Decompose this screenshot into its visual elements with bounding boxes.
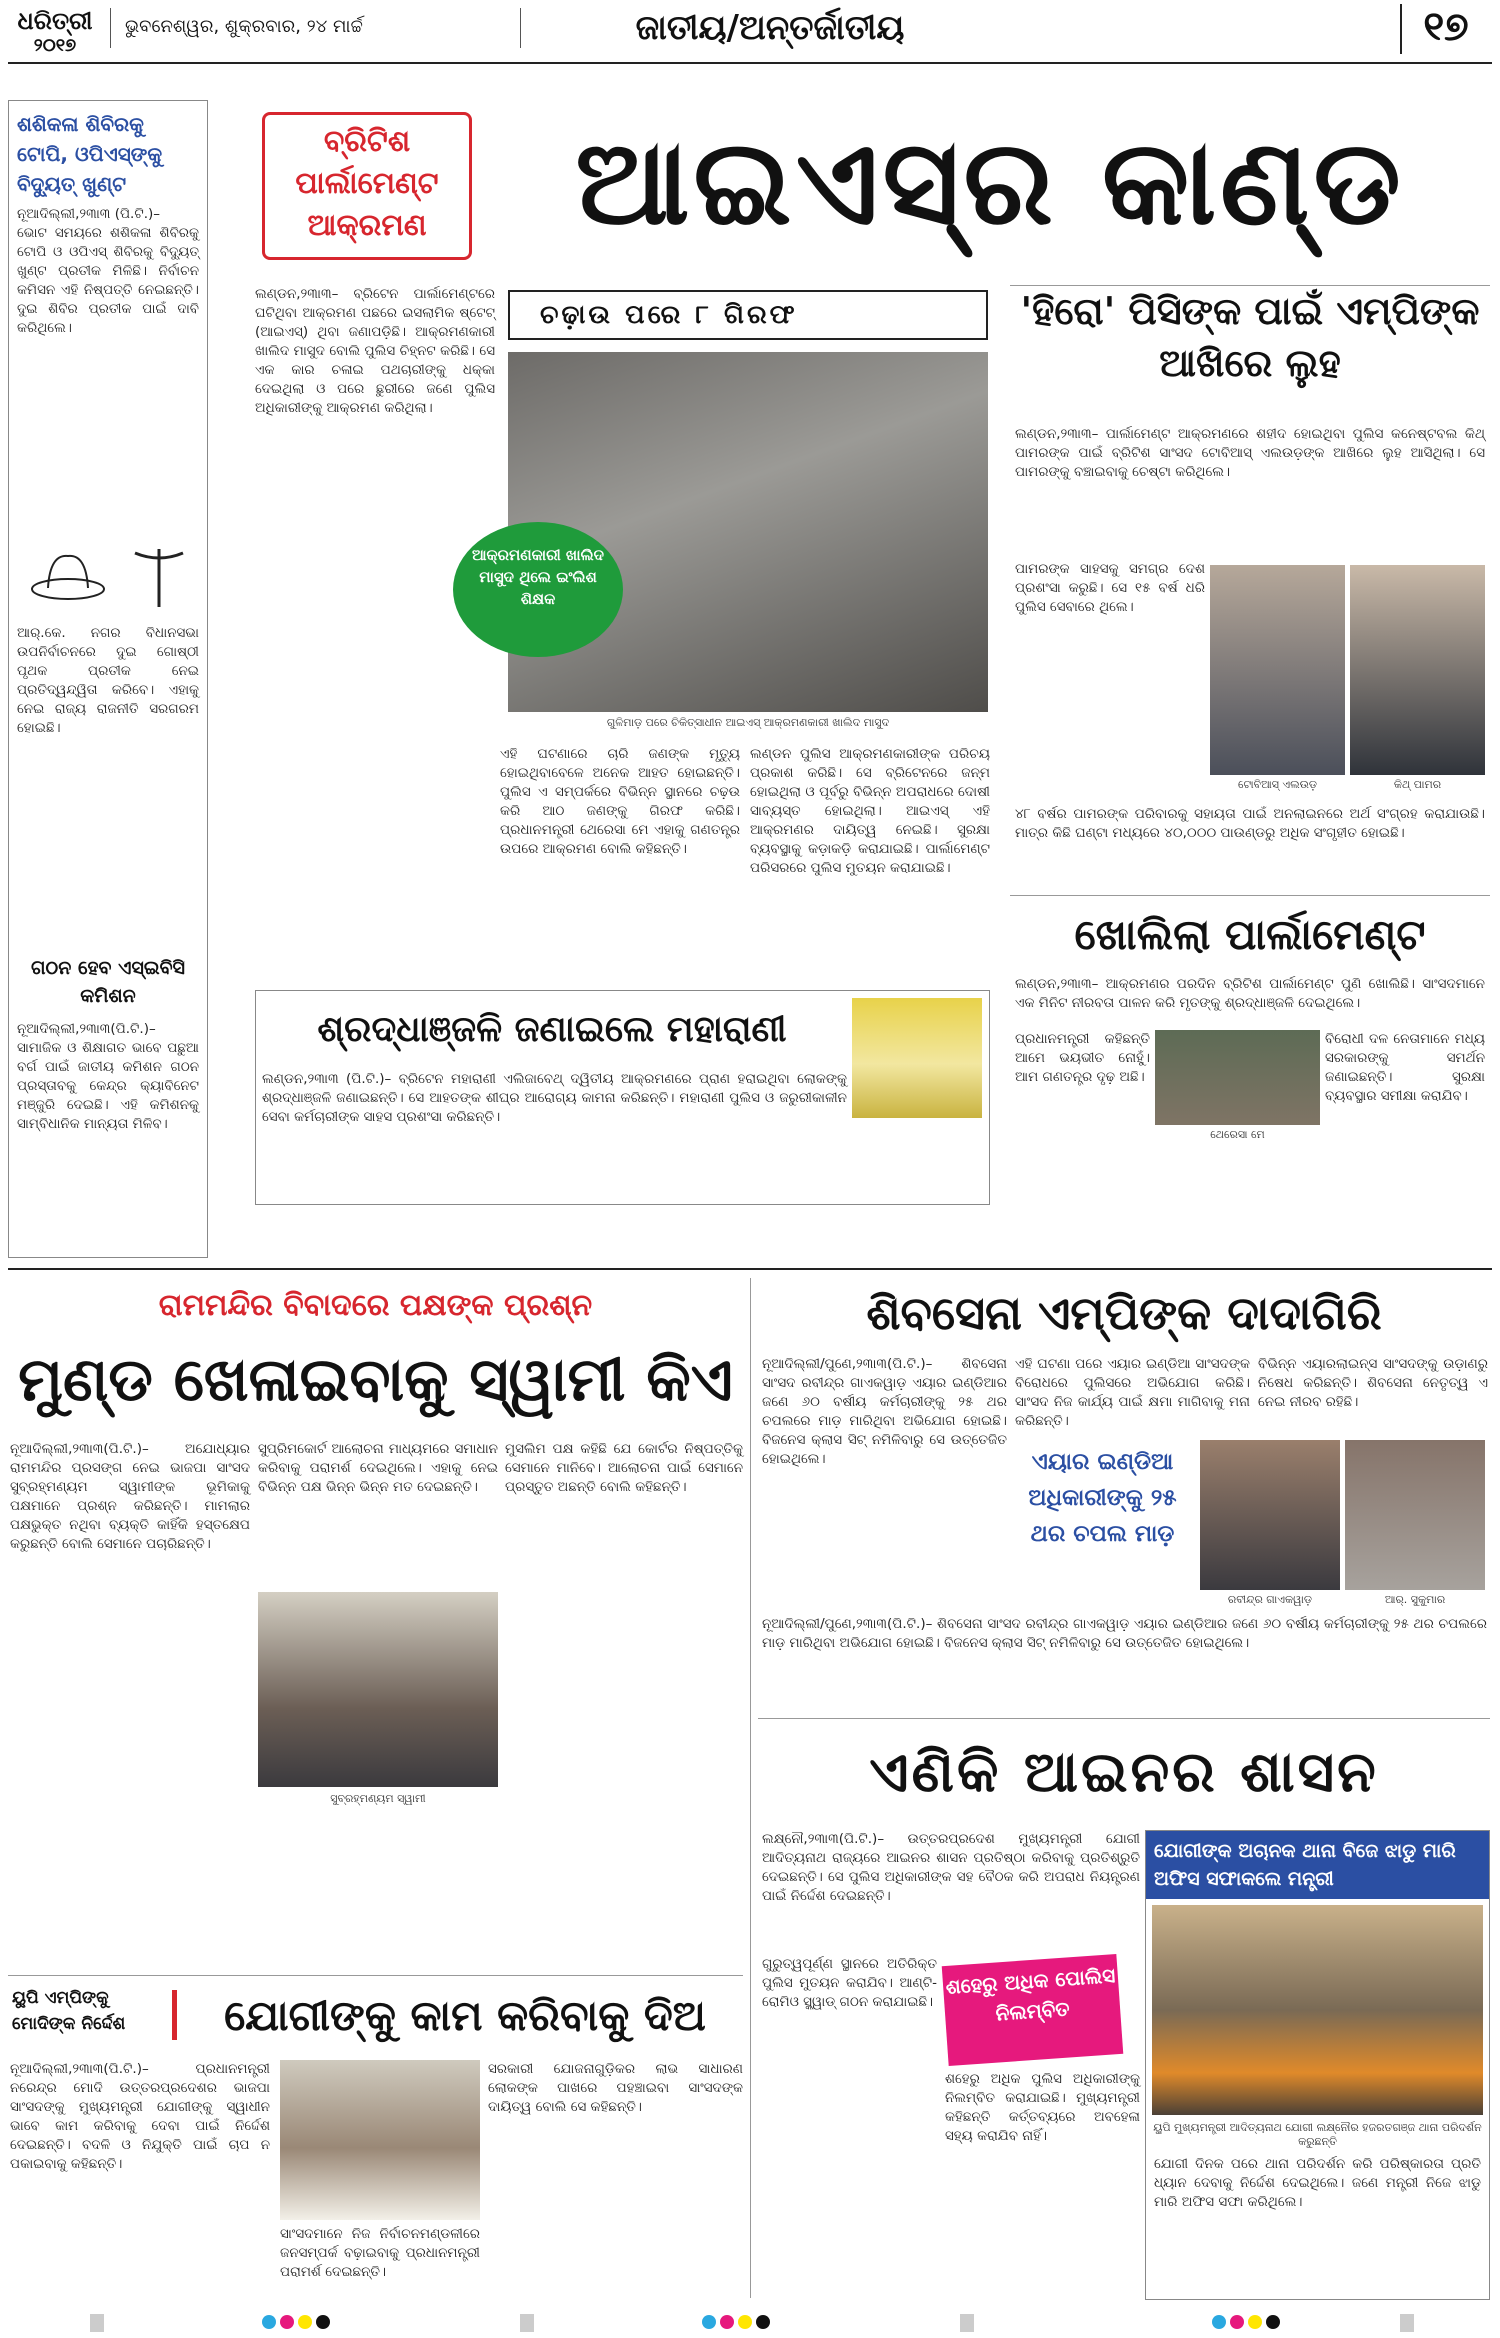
rule-of-law-body-1: ଲକ୍ଷ୍ନୌ,୨୩ା୩(ପି.ଟି.)– ଉତ୍ତରପ୍ରଦେଶ ମୁଖ୍ୟମନ୍ତ୍ରୀ ଯୋଗୀ ଆଦିତ୍ୟନାଥ ରାଜ୍ୟରେ ଆଇନର ଶାସନ ପ୍ରତିଷ୍ଠା କରିବାକୁ ପ୍ରତିଶ୍ରୁତି ଦେଇଛନ୍ତି। ସେ ପୁଲିସ ଅଧିକାରୀଙ୍କ ସହ ବୈଠକ କରି ଅପରାଧ ନିୟନ୍ତ୍ରଣ ପାଇଁ ନିର୍ଦ୍ଦେଶ ଦେଇଛନ୍ତି। bbox=[762, 1831, 1140, 1904]
sidebar-column bbox=[8, 100, 208, 1258]
swamy-caption: ସୁବ୍ରହ୍ମଣ୍ୟମ ସ୍ୱାମୀ bbox=[330, 1792, 426, 1805]
parliament-body-3: ବିରୋଧୀ ଦଳ ନେତାମାନେ ମଧ୍ୟ ସରକାରଙ୍କୁ ସମର୍ଥନ ଜଣାଇଛନ୍ତି। ସୁରକ୍ଷା ବ୍ୟବସ୍ଥାର ସମୀକ୍ଷା କରାଯିବ। bbox=[1325, 1031, 1485, 1104]
rammandir-col1: ନୂଆଦିଲ୍ଲୀ,୨୩ା୩(ପି.ଟି.)– ଅଯୋଧ୍ୟାର ରାମମନ୍ଦିର ପ୍ରସଙ୍ଗ ନେଇ ଭାଜପା ସାଂସଦ ସୁବ୍ରହ୍ମଣ୍ୟମ ସ୍ୱାମୀଙ୍କ ଭୂମିକାକୁ ପକ୍ଷମାନେ ପ୍ରଶ୍ନ କରିଛନ୍ତି। ମାମଲାର ପକ୍ଷଭୁକ୍ତ ନଥିବା ବ୍ୟକ୍ତି କାହିଁକି ହସ୍ତକ୍ଷେପ କରୁଛନ୍ତି ବୋଲି ସେମାନେ ପଚାରିଛନ୍ତି। bbox=[10, 1441, 250, 1552]
sidebar-subhead: ଗଠନ ହେବ ଏସ୍‌ଇବିସି କମିଶନ bbox=[30, 957, 186, 1007]
sidebar-dateline: ନୂଆଦିଲ୍ଲୀ,୨୩ା୩ (ପି.ଟି.)– bbox=[17, 206, 161, 222]
ellwood-photo bbox=[1210, 565, 1345, 775]
hero-body-1: ଲଣ୍ଡନ,୨୩ା୩– ପାର୍ଲାମେଣ୍ଟ ଆକ୍ରମଣରେ ଶହୀଦ ହୋଇଥିବା ପୁଲିସ କନେଷ୍ଟବଲ କିଥ୍ ପାମରଙ୍କ ପାଇଁ ବ୍ରିଟିଶ ସାଂସଦ ଟୋବିଆସ୍ ଏଲଉଡ଼ଙ୍କ ଆଖିରେ ଲୁହ ଆସିଥିଲା। ସେ ପାମରଙ୍କୁ ବଞ୍ଚାଇବାକୁ ଚେଷ୍ଟା କରିଥିଲେ। bbox=[1015, 426, 1485, 480]
yogi-inset-headline: ଯୋଗୀଙ୍କ ଅଚାନକ ଥାନା ବିଜେ ଝାଡୁ ମାରି ଅଫିସ ସଫାକଲେ ମନ୍ତ୍ରୀ bbox=[1146, 1831, 1489, 1899]
shivsena-headline: ଶିବସେନା ଏମ୍‌ପିଙ୍କ ଦାଦାଗିରି bbox=[866, 1286, 1382, 1340]
electric-pole-icon bbox=[129, 539, 189, 609]
rammandir-col3: ମୁସଲିମ ପକ୍ଷ କହିଛି ଯେ କୋର୍ଟର ନିଷ୍ପତ୍ତିକୁ ସେମାନେ ମାନିବେ। ଆଲୋଚନା ପାଇଁ ସେମାନେ ପ୍ରସ୍ତୁତ ଅଛନ୍ତି ବୋଲି କହିଛନ୍ତି। bbox=[505, 1441, 743, 1495]
shivsena-inset: ଏୟାର ଇଣ୍ଡିଆ ଅଧିକାରୀଙ୍କୁ ୨୫ ଥର ଚପଲ ମାଡ଼ bbox=[1028, 1449, 1177, 1547]
ellwood-caption: ଟୋବିଆସ୍ ଏଲଉଡ଼ bbox=[1237, 778, 1318, 791]
modi-photo bbox=[280, 2060, 480, 2220]
print-registration-marks bbox=[0, 2310, 1500, 2338]
yogi-body-1: ନୂଆଦିଲ୍ଲୀ,୨୩ା୩(ପି.ଟି.)– ପ୍ରଧାନମନ୍ତ୍ରୀ ନରେନ୍ଦ୍ର ମୋଦି ଉତ୍ତରପ୍ରଦେଶର ଭାଜପା ସାଂସଦଙ୍କୁ ମୁଖ୍ୟମନ୍ତ୍ରୀ ଯୋଗୀଙ୍କୁ ସ୍ୱାଧୀନ ଭାବେ କାମ କରିବାକୁ ଦେବା ପାଇଁ ନିର୍ଦ୍ଦେଶ ଦେଇଛନ୍ତି। ବଦଳି ଓ ନିଯୁକ୍ତି ପାଇଁ ଚାପ ନ ପକାଇବାକୁ କହିଛନ୍ତି। bbox=[10, 2061, 270, 2172]
page-number: ୧୭ bbox=[1400, 4, 1490, 54]
queen-photo bbox=[852, 998, 982, 1118]
shivsena-col2: ଏହି ଘଟଣା ପରେ ଏୟାର ଇଣ୍ଡିଆ ସାଂସଦଙ୍କ ବିରୋଧରେ ପୁଲିସରେ ଅଭିଯୋଗ କରିଛି। ସାଂସଦ ନିଜ କାର୍ଯ୍ୟ ପାଇଁ କ୍ଷମା ମାଗିବାକୁ ମନା କରିଛନ୍ତି। bbox=[1015, 1356, 1250, 1429]
yogi-inset-body: ଯୋଗୀ ଦିନକ ପରେ ଥାନା ପରିଦର୍ଶନ କରି ପରିଷ୍କାରତା ପ୍ରତି ଧ୍ୟାନ ଦେବାକୁ ନିର୍ଦ୍ଦେଶ ଦେଇଥିଲେ। ଜଣେ ମନ୍ତ୍ରୀ ନିଜେ ଝାଡୁ ମାରି ଅଫିସ ସଫା କରିଥିଲେ। bbox=[1154, 2156, 1481, 2210]
raid-strip: ଚଢ଼ାଉ ପରେ ୮ ଗିରଫ bbox=[508, 290, 988, 340]
yogi-inset-caption: ୟୁପି ମୁଖ୍ୟମନ୍ତ୍ରୀ ଆଦିତ୍ୟନାଥ ଯୋଗୀ ଲକ୍ଷ୍ନୌର ହଜରତଗଞ୍ଜ ଥାନା ପରିଦର୍ଶନ କରୁଛନ୍ତି bbox=[1153, 2121, 1482, 2148]
parliament-headline: ଖୋଲିଲା ପାର୍ଲାମେଣ୍ଟ bbox=[1074, 910, 1426, 959]
attacker-photo bbox=[472, 352, 988, 712]
shivsena-col3: ବିଭିନ୍ନ ଏୟାରଲାଇନ୍ସ ସାଂସଦଙ୍କୁ ଉଡ଼ାଣରୁ ନିଷେଧ କରିଛନ୍ତି। ଶିବସେନା ନେତୃତ୍ୱ ଏ ନେଇ ନୀରବ ରହିଛି। bbox=[1258, 1356, 1488, 1410]
rammandir-headline: ମୁଣ୍ଡ ଖେଳାଇବାକୁ ସ୍ୱାମୀ କିଏ bbox=[18, 1345, 733, 1415]
yogi-body-2: ସାଂସଦମାନେ ନିଜ ନିର୍ବାଚନମଣ୍ଡଳୀରେ ଜନସମ୍ପର୍କ ବଢ଼ାଇବାକୁ ପ୍ରଧାନମନ୍ତ୍ରୀ ପରାମର୍ଶ ଦେଇଛନ୍ତି। bbox=[280, 2226, 480, 2280]
sidebar-body-1: ଭୋଟ ସମୟରେ ଶଶିକଳା ଶିବିରକୁ ଟୋପି ଓ ଓପିଏସ୍ ଶିବିରକୁ ବିଦ୍ୟୁତ୍ ଖୁଣ୍ଟ ପ୍ରତୀକ ମିଳିଛି। ନିର୍ବାଚନ କମିସନ ଏହି ନିଷ୍ପତ୍ତି ନେଇଛନ୍ତି। ଦୁଇ ଶିବିର ପ୍ରତୀକ ପାଇଁ ଦାବି କରିଥିଲେ। bbox=[17, 225, 199, 336]
main-story-bottom: ଲଣ୍ଡନ ପୁଲିସ ଆକ୍ରମଣକାରୀଙ୍କ ପରିଚୟ ପ୍ରକାଶ କରିଛି। ସେ ବ୍ରିଟେନରେ ଜନ୍ମ ହୋଇଥିଲା ଓ ପୂର୍ବରୁ ବିଭିନ୍ନ ଅପରାଧରେ ଦୋଷୀ ସାବ୍ୟସ୍ତ ହୋଇଥିଲା। ଆଇଏସ୍ ଏହି ଆକ୍ରମଣର ଦାୟିତ୍ୱ ନେଇଛି। ସୁରକ୍ଷା ବ୍ୟବସ୍ଥାକୁ କଡ଼ାକଡ଼ି କରାଯାଇଛି। ପାର୍ଲାମେଣ୍ଟ ପରିସରରେ ପୁଲିସ ମୁତୟନ କରାଯାଇଛି। bbox=[750, 746, 990, 876]
shivsena-col1: ନୂଆଦିଲ୍ଲୀ/ପୁଣେ,୨୩ା୩(ପି.ଟି.)– ଶିବସେନା ସାଂସଦ ରବୀନ୍ଦ୍ର ଗାଏକୱାଡ଼ ଏୟାର ଇଣ୍ଡିଆର ଜଣେ ୬୦ ବର୍ଷୀୟ କର୍ମଚାରୀଙ୍କୁ ୨୫ ଥର ଚପଲରେ ମାଡ଼ ମାରିଥିବା ଅଭିଯୋଗ ହୋଇଛି। ବିଜନେସ କ୍ଲାସ ସିଟ୍ ନମିଳିବାରୁ ସେ ଉତ୍ତେଜିତ ହୋଇଥିଲେ। bbox=[762, 1356, 1007, 1467]
hero-body-2: ପାମରଙ୍କ ସାହସକୁ ସମଗ୍ର ଦେଶ ପ୍ରଶଂସା କରୁଛି। ସେ ୧୫ ବର୍ଷ ଧରି ପୁଲିସ ସେବାରେ ଥିଲେ। bbox=[1015, 561, 1205, 615]
gaikwad-caption: ରବୀନ୍ଦ୍ର ଗାଏକୱାଡ଼ bbox=[1227, 1593, 1313, 1606]
yogi-body-3: ସରକାରୀ ଯୋଜନାଗୁଡ଼ିକର ଲାଭ ସାଧାରଣ ଲୋକଙ୍କ ପାଖରେ ପହଞ୍ଚାଇବା ସାଂସଦଙ୍କ ଦାୟିତ୍ୱ ବୋଲି ସେ କହିଛନ୍ତି। bbox=[488, 2061, 743, 2115]
photo-caption: ଗୁଳିମାଡ଼ ପରେ ଚିକିତ୍ସାଧୀନ ଆଇଏସ୍ ଆକ୍ରମଣକାରୀ ଖାଲିଦ ମାସୁଦ bbox=[606, 716, 890, 729]
sidebar-body-3: ନୂଆଦିଲ୍ଲୀ,୨୩ା୩(ପି.ଟି.)– ସାମାଜିକ ଓ ଶିକ୍ଷାଗତ ଭାବେ ପଛୁଆ ବର୍ଗ ପାଇଁ ଜାତୀୟ କମିଶନ ଗଠନ ପ୍ରସ୍ତାବକୁ କେନ୍ଦ୍ର କ୍ୟାବିନେଟ ମଞ୍ଜୁରି ଦେଇଛି। ଏହି କମିଶନକୁ ସାମ୍ବିଧାନିକ ମାନ୍ୟତା ମିଳିବ। bbox=[17, 1021, 199, 1132]
theresa-may-caption: ଥେରେସା ମେ bbox=[1210, 1128, 1265, 1141]
swamy-photo bbox=[258, 1592, 498, 1787]
palmer-photo bbox=[1350, 565, 1485, 775]
theresa-may-photo bbox=[1155, 1030, 1320, 1125]
rule-of-law-headline: ଏଣିକି ଆଇନର ଶାସନ bbox=[869, 1740, 1379, 1805]
main-story-col2: ଏହି ଘଟଣାରେ ଚାରି ଜଣଙ୍କ ମୃତ୍ୟୁ ହୋଇଥିବାବେଳେ ଅନେକ ଆହତ ହୋଇଛନ୍ତି। ପୁଲିସ ଏ ସମ୍ପର୍କରେ ବିଭିନ୍ନ ସ୍ଥାନରେ ଚଢ଼ଉ କରି ଆଠ ଜଣଙ୍କୁ ଗିରଫ କରିଛି। ପ୍ରଧାନମନ୍ତ୍ରୀ ଥେରେସା ମେ ଏହାକୁ ଗଣତନ୍ତ୍ର ଉପରେ ଆକ୍ରମଣ ବୋଲି କହିଛନ୍ତି। bbox=[500, 746, 740, 857]
newspaper-logo: ଧରିତ୍ରୀ ୨୦୧୭ bbox=[17, 6, 93, 56]
palmer-caption: କିଥ୍ ପାମର bbox=[1393, 778, 1442, 791]
photo-badge: ଆକ୍ରମଣକାରୀ ଖାଲିଦ ମାସୁଦ ଥିଲେ ଇଂଲିଶ ଶିକ୍ଷକ bbox=[453, 522, 623, 657]
rammandir-col2: ସୁପ୍ରିମକୋର୍ଟ ଆଲୋଚନା ମାଧ୍ୟମରେ ସମାଧାନ କରିବାକୁ ପରାମର୍ଶ ଦେଇଥିଲେ। ଏହାକୁ ନେଇ ବିଭିନ୍ନ ପକ୍ଷ ଭିନ୍ନ ଭିନ୍ନ ମତ ଦେଇଛନ୍ତି। bbox=[258, 1441, 498, 1495]
sukumar-caption: ଆର୍. ସୁକୁମାର bbox=[1384, 1593, 1446, 1606]
yogi-kicker: ୟୁପି ଏମ୍‌ପିଙ୍କୁ ମୋଦିଙ୍କ ନିର୍ଦ୍ଦେଶ bbox=[12, 1988, 126, 2034]
dateline: ଭୁବନେଶ୍ୱର, ଶୁକ୍ରବାର, ୨୪ ମାର୍ଚ୍ଚ bbox=[125, 16, 363, 37]
sidebar-headline: ଶଶିକଳା ଶିବିରକୁ ଟୋପି, ଓପିଏସ୍‌ଙ୍କୁ ବିଦ୍ୟୁତ୍ ଖୁଣ୍ଟ bbox=[17, 112, 163, 196]
yogi-headline: ଯୋଗୀଙ୍କୁ କାମ କରିବାକୁ ଦିଅ bbox=[224, 1991, 706, 2040]
tag-box: ବ୍ରିଟିଶ ପାର୍ଲାମେଣ୍ଟ ଆକ୍ରମଣ bbox=[262, 112, 472, 260]
rammandir-kicker: ରାମମନ୍ଦିର ବିବାଦରେ ପକ୍ଷଙ୍କ ପ୍ରଶ୍ନ bbox=[158, 1288, 593, 1323]
main-story-col1: ଲଣ୍ଡନ,୨୩ା୩– ବ୍ରିଟେନ ପାର୍ଲାମେଣ୍ଟରେ ଘଟିଥିବା ଆକ୍ରମଣ ପଛରେ ଇସଲାମିକ ଷ୍ଟେଟ୍ (ଆଇଏସ୍) ଥିବା ଜଣାପଡ଼ିଛି। ଆକ୍ରମଣକାରୀ ଖାଲିଦ ମାସୁଦ ବୋଲି ପୁଲିସ ଚିହ୍ନଟ କରିଛି। ସେ ଏକ କାର ଚଳାଇ ପଥଚାରୀଙ୍କୁ ଧକ୍କା ଦେଇଥିଲା ଓ ପରେ ଛୁରୀରେ ଜଣେ ପୁଲିସ ଅଧିକାରୀଙ୍କୁ ଆକ୍ରମଣ କରିଥିଲା। bbox=[255, 286, 495, 416]
hero-headline: 'ହିରୋ' ପିସିଙ୍କ ପାଇଁ ଏମ୍‌ପିଙ୍କ ଆଖିରେ ଲୁହ bbox=[1020, 289, 1480, 385]
sukumar-photo bbox=[1345, 1440, 1485, 1590]
queen-headline: ଶ୍ରଦ୍ଧାଞ୍ଜଳି ଜଣାଇଲେ ମହାରାଣୀ bbox=[317, 1009, 787, 1050]
hat-icon bbox=[28, 544, 108, 604]
gaikwad-photo bbox=[1200, 1440, 1340, 1590]
hat-and-pylon-illustration bbox=[17, 534, 199, 614]
police-suspended-badge: ଶହେରୁ ଅଧିକ ପୋଲିସ ନିଲମ୍ବିତ bbox=[942, 1954, 1124, 2066]
section-title: ଜାତୀୟ/ଅନ୍ତର୍ଜାତୀୟ bbox=[635, 8, 905, 48]
sidebar-body-2: ଆର୍.କେ. ନଗର ବିଧାନସଭା ଉପନିର୍ବାଚନରେ ଦୁଇ ଗୋଷ୍ଠୀ ପୃଥକ ପ୍ରତୀକ ନେଇ ପ୍ରତିଦ୍ୱନ୍ଦ୍ୱିତା କରିବେ। ଏହାକୁ ନେଇ ରାଜ୍ୟ ରାଜନୀତି ସରଗରମ ହୋଇଛି। bbox=[17, 625, 199, 736]
yogi-inset-box bbox=[1145, 1830, 1490, 2300]
main-headline: ଆଇଏସ୍‌ର କାଣ୍ଡ bbox=[575, 113, 1405, 251]
hero-body-3: ୪୮ ବର୍ଷର ପାମରଙ୍କ ପରିବାରକୁ ସହାୟତା ପାଇଁ ଅନଲାଇନରେ ଅର୍ଥ ସଂଗ୍ରହ କରାଯାଉଛି। ମାତ୍ର କିଛି ଘଣ୍ଟା ମଧ୍ୟରେ ୪୦,୦୦୦ ପାଉଣ୍ଡରୁ ଅଧିକ ସଂଗୃହୀତ ହୋଇଛି। bbox=[1015, 806, 1485, 841]
yogi-police-station-photo bbox=[1152, 1905, 1483, 2115]
queen-body: ଲଣ୍ଡନ,୨୩ା୩ (ପି.ଟି.)– ବ୍ରିଟେନ ମହାରାଣୀ ଏଲିଜାବେଥ୍ ଦ୍ୱିତୀୟ ଆକ୍ରମଣରେ ପ୍ରାଣ ହରାଇଥିବା ଲୋକଙ୍କୁ ଶ୍ରଦ୍ଧାଞ୍ଜଳି ଜଣାଇଛନ୍ତି। ସେ ଆହତଙ୍କ ଶୀଘ୍ର ଆରୋଗ୍ୟ କାମନା କରିଛନ୍ତି। ମହାରାଣୀ ପୁଲିସ ଓ ଜରୁରୀକାଳୀନ ସେବା କର୍ମଚାରୀଙ୍କ ସାହସ ପ୍ରଶଂସା କରିଛନ୍ତି। bbox=[262, 1071, 847, 1125]
rule-of-law-body-3: ଶହେରୁ ଅଧିକ ପୁଲିସ ଅଧିକାରୀଙ୍କୁ ନିଲମ୍ବିତ କରାଯାଇଛି। ମୁଖ୍ୟମନ୍ତ୍ରୀ କହିଛନ୍ତି କର୍ତ୍ତବ୍ୟରେ ଅବହେଳା ସହ୍ୟ କରାଯିବ ନାହିଁ। bbox=[945, 2071, 1140, 2144]
parliament-body-2: ପ୍ରଧାନମନ୍ତ୍ରୀ କହିଛନ୍ତି ଆମେ ଭୟଭୀତ ନୋହୁଁ। ଆମ ଗଣତନ୍ତ୍ର ଦୃଢ଼ ଅଛି। bbox=[1015, 1031, 1150, 1085]
shivsena-bottom: ନୂଆଦିଲ୍ଲୀ/ପୁଣେ,୨୩ା୩(ପି.ଟି.)– ଶିବସେନା ସାଂସଦ ରବୀନ୍ଦ୍ର ଗାଏକୱାଡ଼ ଏୟାର ଇଣ୍ଡିଆର ଜଣେ ୬୦ ବର୍ଷୀୟ କର୍ମଚାରୀଙ୍କୁ ୨୫ ଥର ଚପଲରେ ମାଡ଼ ମାରିଥିବା ଅଭିଯୋଗ ହୋଇଛି। ବିଜନେସ କ୍ଲାସ ସିଟ୍ ନମିଳିବାରୁ ସେ ଉତ୍ତେଜିତ ହୋଇଥିଲେ। bbox=[762, 1616, 1487, 1651]
parliament-body-1: ଲଣ୍ଡନ,୨୩ା୩– ଆକ୍ରମଣର ପରଦିନ ବ୍ରିଟିଶ ପାର୍ଲାମେଣ୍ଟ ପୁଣି ଖୋଲିଛି। ସାଂସଦମାନେ ଏକ ମିନିଟ ନୀରବତା ପାଳନ କରି ମୃତଙ୍କୁ ଶ୍ରଦ୍ଧାଞ୍ଜଳି ଦେଇଥିଲେ। bbox=[1015, 976, 1485, 1011]
masthead bbox=[0, 0, 1500, 70]
rule-of-law-body-2: ଗୁରୁତ୍ୱପୂର୍ଣ୍ଣ ସ୍ଥାନରେ ଅତିରିକ୍ତ ପୁଲିସ ମୁତୟନ କରାଯିବ। ଆଣ୍ଟି-ରୋମିଓ ସ୍କ୍ୱାଡ୍ ଗଠନ କରାଯାଇଛି। bbox=[762, 1956, 937, 2010]
